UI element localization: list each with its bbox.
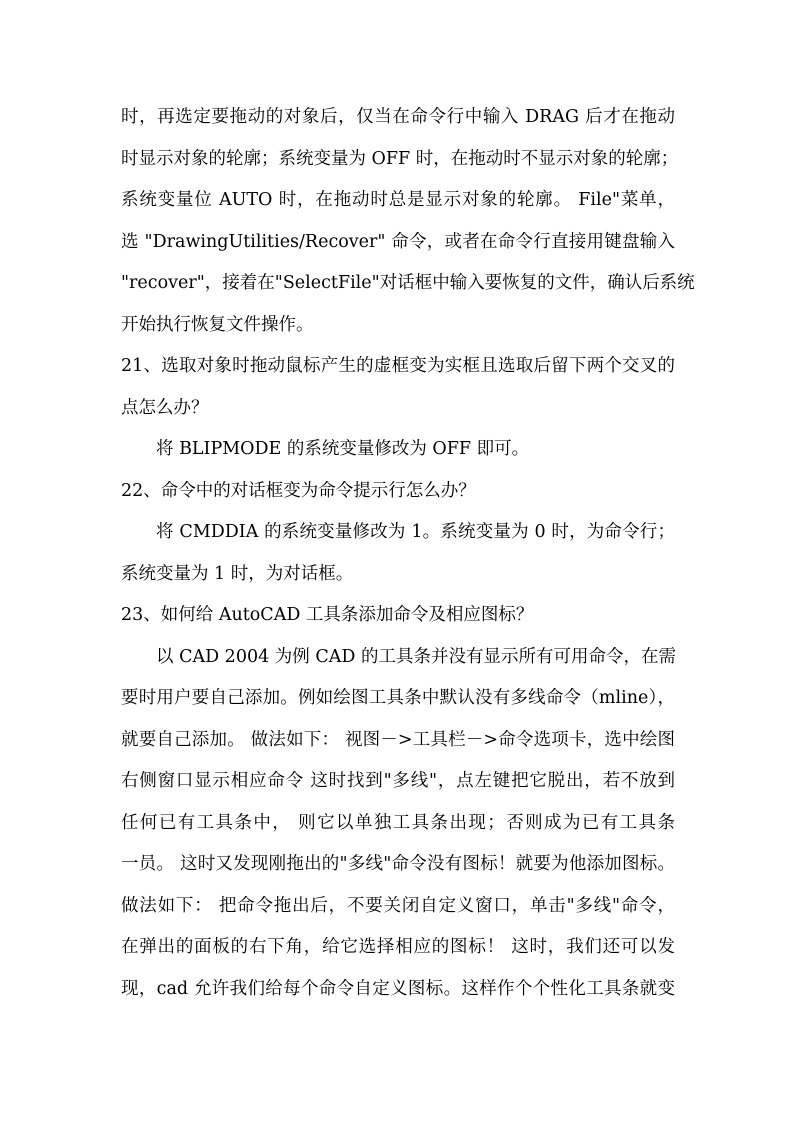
answer-line: 一员。 这时又发现刚拖出的"多线"命令没有图标！就要为他添加图标。	[121, 854, 675, 874]
answer-line: 在弹出的面板的右下角，给它选择相应的图标！ 这时，我们还可以发	[121, 937, 675, 957]
question-heading: 点怎么办？	[121, 397, 209, 418]
answer-line: 右侧窗口显示相应命令 这时找到"多线"，点左键把它脱出，若不放到	[121, 771, 675, 791]
paragraph-line: 开始执行恢复文件操作。	[121, 314, 314, 335]
question-heading: 21、选取对象时拖动鼠标产生的虚框变为实框且选取后留下两个交叉的	[121, 356, 675, 376]
answer-line: 将 CMDDIA 的系统变量修改为 1。系统变量为 0 时，为命令行；	[156, 522, 675, 542]
document-body	[121, 97, 695, 1010]
answer-line: 将 BLIPMODE 的系统变量修改为 OFF 即可。	[156, 439, 530, 459]
question-heading: 23、如何给 AutoCAD 工具条添加命令及相应图标？	[121, 605, 534, 625]
paragraph-line: 时，再选定要拖动的对象后，仅当在命令行中输入 DRAG 后才在拖动	[121, 107, 675, 127]
answer-line: 要时用户要自己添加。例如绘图工具条中默认没有多线命令（mline），	[121, 688, 675, 708]
answer-line: 以 CAD 2004 为例 CAD 的工具条并没有显示所有可用命令，在需	[156, 646, 676, 667]
paragraph-line: 选 "DrawingUtilities/Recover" 命令，或者在命令行直接用键盘输入	[121, 231, 675, 252]
answer-line: 任何已有工具条中， 则它以单独工具条出现；否则成为已有工具条	[121, 812, 675, 833]
paragraph-line: 系统变量位 AUTO 时，在拖动时总是显示对象的轮廓。 File"菜单，	[121, 190, 675, 210]
answer-line: 系统变量为 1 时，为对话框。	[121, 563, 354, 584]
paragraph-line: 时显示对象的轮廓；系统变量为 OFF 时，在拖动时不显示对象的轮廓；	[121, 148, 679, 169]
question-heading: 22、命令中的对话框变为命令提示行怎么办？	[121, 480, 476, 501]
paragraph-line: "recover"，接着在"SelectFile"对话框中输入要恢复的文件，确认后系统	[121, 273, 695, 293]
answer-line: 做法如下： 把命令拖出后，不要关闭自定义窗口，单击"多线"命令，	[121, 895, 675, 916]
answer-line: 就要自己添加。 做法如下： 视图－>工具栏－>命令选项卡，选中绘图	[121, 729, 675, 750]
answer-line: 现，cad 允许我们给每个命令自定义图标。这样作个个性化工具条就变	[121, 978, 675, 999]
